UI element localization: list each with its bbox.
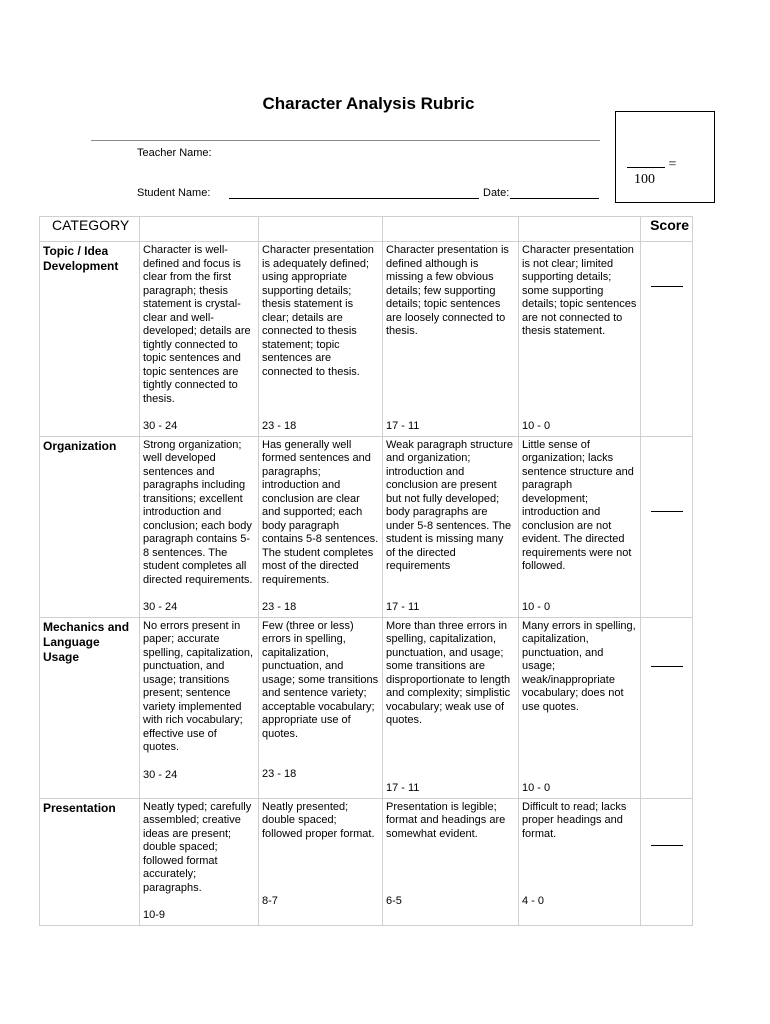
total-score-max: 100 [634, 172, 655, 187]
cell-description: More than three errors in spelling, capitalization, punctuation, and usage; some transitions are disproportionate to length and complexity; simplistic vocabulary; weak use of quotes. [386, 619, 511, 726]
total-score-blank[interactable] [627, 155, 665, 168]
rubric-cell [383, 242, 519, 437]
category-mechanics: Mechanics and Language Usage [40, 617, 140, 798]
rubric-cell [519, 242, 641, 437]
rubric-cell [140, 798, 259, 925]
rubric-cell [519, 798, 641, 925]
score-blank[interactable] [651, 835, 683, 846]
cell-points: 30 - 24 [143, 420, 178, 432]
teacher-name-label: Teacher Name: [137, 147, 212, 159]
cell-points: 8-7 [262, 895, 278, 907]
cell-description: Many errors in spelling, capitalization, punctuation, and usage; weak/inappropriate vocabulary; does not use quotes. [522, 619, 636, 713]
cell-points: 10-9 [143, 909, 166, 921]
cell-description: Little sense of organization; lacks sentence structure and paragraph development; introduction and conclusion are not evident. The directed requirements were not followed. [522, 438, 634, 572]
table-row [40, 617, 693, 798]
cell-points: 23 - 18 [262, 420, 297, 432]
title-divider [91, 140, 600, 141]
rubric-cell [383, 436, 519, 617]
cell-description: Neatly presented; double spaced; followed proper format. [262, 800, 375, 840]
rubric-cell [383, 798, 519, 925]
student-name-label: Student Name: [137, 187, 211, 199]
cell-description: No errors present in paper; accurate spelling, capitalization, punctuation, and usage; transitions present; sentence variety implemented with rich vocabulary; effective use of quotes. [143, 619, 254, 753]
cell-points: 30 - 24 [143, 601, 178, 613]
rubric-cell [140, 436, 259, 617]
rubric-cell [519, 617, 641, 798]
cell-points: 10 - 0 [522, 419, 551, 432]
score-cell [641, 798, 693, 925]
header-cell [383, 217, 519, 242]
score-blank[interactable] [651, 501, 683, 512]
rubric-cell [259, 436, 383, 617]
cell-points: 6-5 [386, 895, 402, 907]
cell-description: Character presentation is not clear; limited supporting details; some supporting details; topic sentences are not connected to thesis statement. [522, 244, 637, 337]
cell-description: Has generally well formed sentences and paragraphs; introduction and conclusion are clear and supported; each body paragraph contains 5-8 sentences. The student completes most of the directed requirements. [262, 438, 379, 586]
cell-points: 17 - 11 [386, 781, 420, 794]
cell-description: Few (three or less) errors in spelling, capitalization, punctuation, and usage; some transitions and sentence variety; acceptable vocabulary; appropriate use of quotes. [262, 619, 379, 740]
cell-points: 4 - 0 [522, 895, 545, 907]
score-blank[interactable] [651, 276, 683, 287]
date-field[interactable] [510, 198, 599, 199]
rubric-cell [140, 242, 259, 437]
table-row [40, 242, 693, 437]
rubric-table [39, 216, 693, 926]
page-title: Character Analysis Rubric [262, 94, 475, 113]
cell-description: Character presentation is adequately defined; using appropriate supporting details; thesis statement is clear; details are connected to thesis statement; topic sentences are connected to thesis. [262, 244, 374, 378]
score-cell [641, 436, 693, 617]
cell-points: 17 - 11 [386, 419, 420, 432]
cell-description: Neatly typed; carefully assembled; creative ideas are present; double spaced; followed format accurately; paragraphs. [143, 800, 252, 894]
cell-description: Presentation is legible; format and headings are somewhat evident. [386, 800, 506, 840]
cell-points: 30 - 24 [143, 768, 178, 781]
rubric-cell [259, 617, 383, 798]
header-cell [519, 217, 641, 242]
total-score-box [615, 111, 715, 203]
score-cell [641, 242, 693, 437]
rubric-cell [383, 617, 519, 798]
score-header: Score [641, 217, 693, 242]
rubric-cell [140, 617, 259, 798]
student-name-field[interactable] [229, 198, 479, 199]
rubric-cell [259, 242, 383, 437]
rubric-cell [259, 798, 383, 925]
total-score-equals: = [668, 157, 677, 172]
category-header: CATEGORY [40, 217, 140, 242]
category-organization: Organization [40, 436, 140, 617]
total-score-line [627, 155, 676, 173]
cell-points: 23 - 18 [262, 768, 297, 780]
cell-description: Character is well-defined and focus is clear from the first paragraph; thesis statement is crystal-clear and well-developed; details are tightly connected to topic sentences and topic sentences are tightly connected to thesis. [143, 244, 251, 405]
date-label: Date: [483, 187, 510, 199]
cell-points: 10 - 0 [522, 600, 551, 613]
cell-points: 10 - 0 [522, 782, 551, 794]
cell-description: Difficult to read; lacks proper headings and format. [522, 800, 627, 840]
cell-points: 17 - 11 [386, 600, 420, 613]
score-blank[interactable] [651, 656, 683, 667]
header-cell [259, 217, 383, 242]
header-row [40, 217, 693, 242]
category-topic-idea: Topic / Idea Development [40, 242, 140, 437]
header-cell [140, 217, 259, 242]
score-cell [641, 617, 693, 798]
cell-description: Character presentation is defined although is missing a few obvious details; few supporting details; topic sentences are loosely connected to thesis. [386, 244, 509, 337]
cell-points: 23 - 18 [262, 601, 297, 613]
cell-description: Strong organization; well developed sentences and paragraphs including transitions; excellent introduction and conclusion; each body paragraph contains 5-8 sentences. The student completes all directed requirements. [143, 438, 253, 586]
rubric-cell [519, 436, 641, 617]
category-presentation: Presentation [40, 798, 140, 925]
table-row [40, 436, 693, 617]
table-row [40, 798, 693, 925]
cell-description: Weak paragraph structure and organization; introduction and conclusion are present but not fully developed; body paragraphs are under 5-8 sentences. The student is missing many of the directed requirements [386, 438, 513, 572]
